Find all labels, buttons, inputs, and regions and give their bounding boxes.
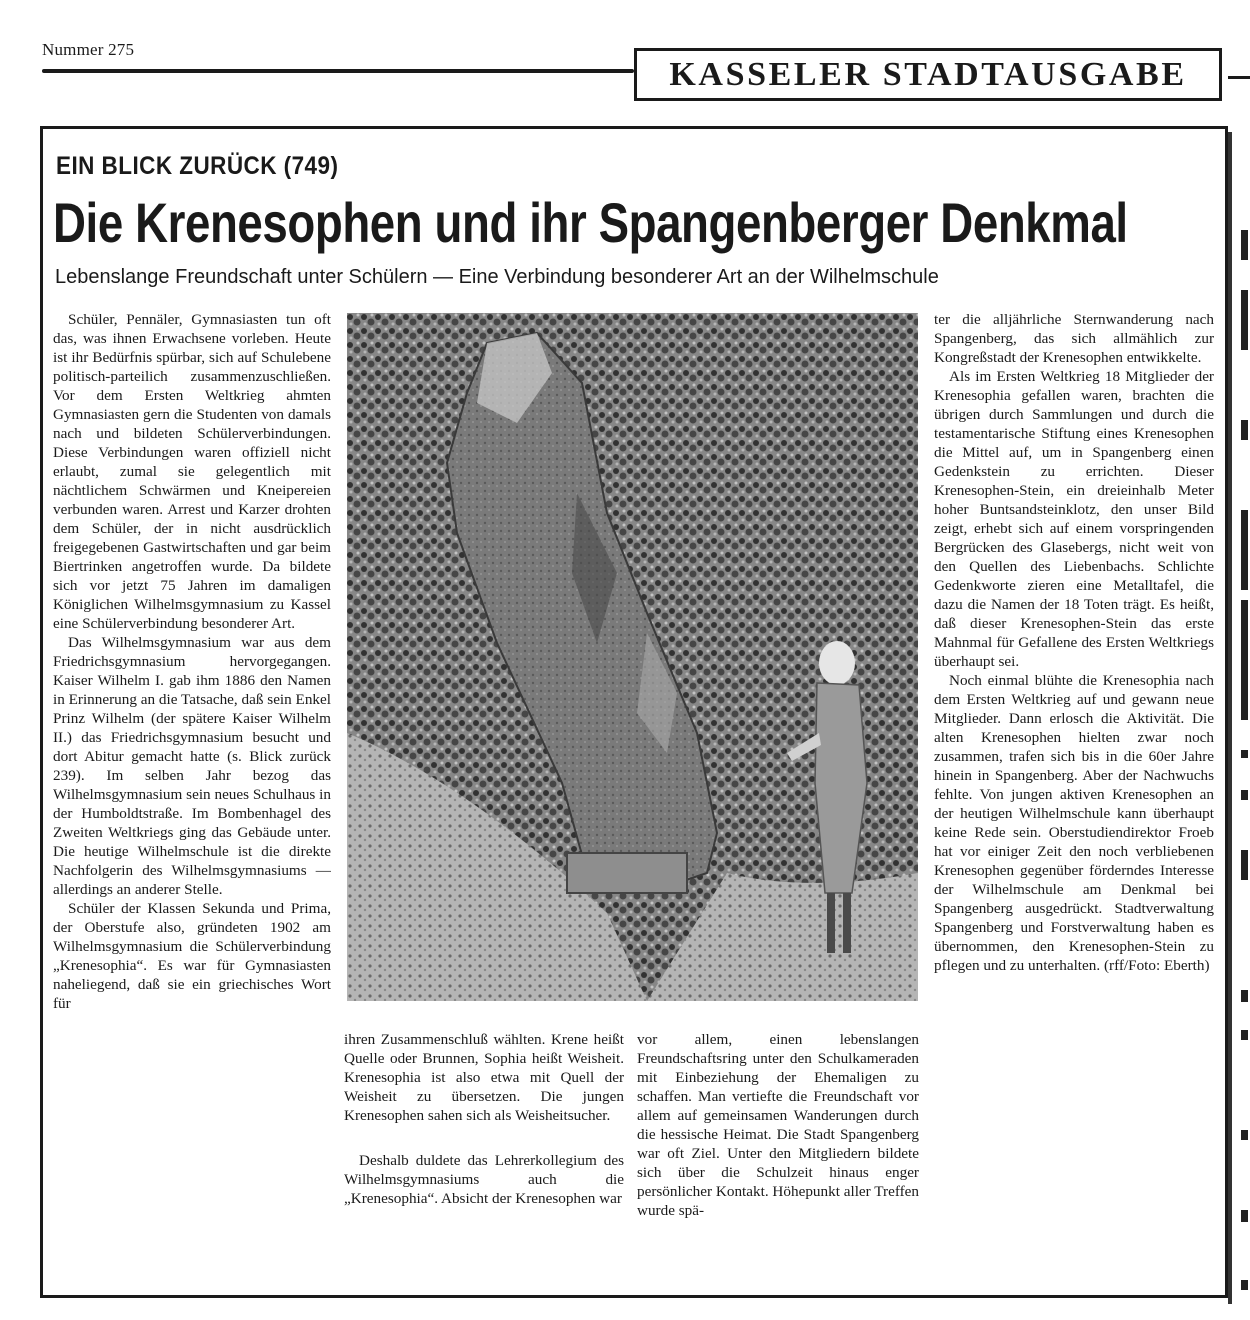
adjacent-page-edge bbox=[1238, 130, 1250, 1320]
memorial-stone-photo bbox=[347, 313, 918, 1001]
paragraph: Deshalb duldete das Lehrerkollegium des Wilhelmsgymnasiums auch die „Krenesophia“. Absicht der Krenesophen war bbox=[344, 1152, 624, 1207]
top-rule-right bbox=[1228, 76, 1250, 79]
article-kicker: EIN BLICK ZURÜCK (749) bbox=[56, 152, 339, 180]
paragraph: ihren Zusammenschluß wählten. Krene heißt Quelle oder Brunnen, Sophia heißt Weisheit. Krenesophia ist also etwa mit Quell der Weisheit zu übersetzen. Die jungen Krenesophen sahen sich als Weisheitsucher. bbox=[344, 1031, 624, 1124]
paragraph: Als im Ersten Weltkrieg 18 Mitglieder der Krenesophia gefallen waren, brachten die übrigen durch Sammlungen und durch die testamentarische Stiftung eines Krenesophen die Mittel auf, um in Spangenberg einen Gedenkstein zu errichten. Dieser Krenesophen-Stein, ein dreieinhalb Meter hoher Buntsandsteinklotz, den unser Bild zeigt, erhebt sich auf einem vorspringenden Bergrücken des Glasebergs, nicht weit von den Quellen des Liebenbachs. Schlichte Gedenkworte zieren eine Metalltafel, die dazu die Namen der 18 Toten trägt. Es heißt, daß dieser Krenesophen-Stein das erste Mahnmal für Gefallene des Ersten Weltkriegs überhaupt sei. bbox=[934, 368, 1214, 670]
frame-shadow bbox=[1228, 132, 1232, 1304]
article-subheadline: Lebenslange Freundschaft unter Schülern — Eine Verbindung besonderer Art an der Wilhelmschule bbox=[55, 266, 939, 288]
paragraph: vor allem, einen lebenslangen Freundschaftsring unter den Schulkameraden mit Einbeziehung der Ehemaligen zu schaffen. Man vertiefte die Freundschaft vor allem auf gemeinsamen Wanderungen durch die hessische Heimat. Die Stadt Spangenberg war oft Ziel. Unter den Mitgliedern bildete sich über die Schulzeit hinaus enger persönlicher Kontakt. Höhepunkt aller Treffen wurde spä- bbox=[637, 1031, 919, 1219]
text-column-1 bbox=[53, 310, 331, 1285]
text-column-3 bbox=[637, 1030, 919, 1285]
photo-memorial-stone-icon bbox=[347, 313, 918, 1001]
paragraph: ter die alljährliche Sternwanderung nach Spangenberg, das sich allmählich zur Kongreßstadt der Krenesophen entwikkelte. bbox=[934, 311, 1214, 366]
top-rule bbox=[42, 69, 634, 73]
article-headline: Die Krenesophen und ihr Spangenberger Denkmal bbox=[53, 191, 1128, 254]
paragraph: Schüler der Klassen Sekunda und Prima, der Oberstufe also, gründeten 1902 am Wilhelmsgymnasium die Schülerverbindung „Krenesophia“. Es war für Gymnasiasten naheliegend, daß sie ein griechisches Wort für bbox=[53, 900, 331, 1012]
paragraph: Das Wilhelmsgymnasium war aus dem Friedrichsgymnasium hervorgegangen. Kaiser Wilhelm I. gab ihm 1886 den Namen in Erinnerung an die Tatsache, daß sein Enkel Prinz Wilhelm (der spätere Kaiser Wilhelm II.) das Friedrichsgymnasium besucht und dort Abitur gemacht hatte (s. Blick zurück 239). Im selben Jahr bezog das Wilhelmsgymnasium sein neues Schulhaus in der Humboldtstraße. Im Bombenhagel des Zweiten Weltkriegs ging das Gebäude unter. Die heutige Wilhelmschule ist die direkte Nachfolgerin des Wilhelmsgymnasiums — allerdings an anderer Stelle. bbox=[53, 634, 331, 898]
text-column-4 bbox=[934, 310, 1214, 1285]
edition-title: KASSELER STADTAUSGABE bbox=[669, 55, 1187, 93]
edition-banner bbox=[634, 48, 1222, 101]
issue-number: Nummer 275 bbox=[42, 40, 135, 59]
paragraph: Schüler, Pennäler, Gymnasiasten tun oft das, was ihnen Erwachsene vorleben. Heute ist ihr Bedürfnis spürbar, sich auf Schulebene politisch-parteilich zusammenzuschließen. Vor dem Ersten Weltkrieg ahmten Gymnasiasten gern die Studenten von damals nach und bildeten Schülerverbindungen. Diese Verbindungen waren offiziell nicht erlaubt, zumal sie gelegentlich mit nächtlichem Schwärmen und Kneipereien verbunden waren. Arrest und Karzer drohten dem Schüler, der in nicht ausdrücklich freigegebenen Gastwirtschaften und gar beim Biertrinken angetroffen wurde. Da bildete sich vor jetzt 75 Jahren im damaligen Königlichen Wilhelmsgymnasium zu Kassel eine Schülerverbindung besonderer Art. bbox=[53, 311, 331, 632]
text-column-2 bbox=[344, 1030, 624, 1285]
paragraph: Noch einmal blühte die Krenesophia nach dem Ersten Weltkrieg auf und gewann neue Mitglieder. Dann erlosch die Aktivität. Die alten Krenesophen hielten zwar noch zusammen, trafen sich bis in die 60er Jahre hinein in Spangenberg. Aber der Nachwuchs fehlte. Von jungen aktiven Krenesophen an der heutigen Wilhelmschule kann überhaupt keine Rede sein. Oberstudiendirektor Froeb hat vor einiger Zeit den noch verbliebenen Krenesophen gegenüber förderndes Interesse der Wilhelmschule am Denkmal bei Spangenberg ausgedrückt. Stadtverwaltung Spangenberg und Forstverwaltung haben es übernommen, den Krenesophen-Stein zu pflegen und zu unterhalten. (rff/Foto: Eberth) bbox=[934, 672, 1214, 974]
